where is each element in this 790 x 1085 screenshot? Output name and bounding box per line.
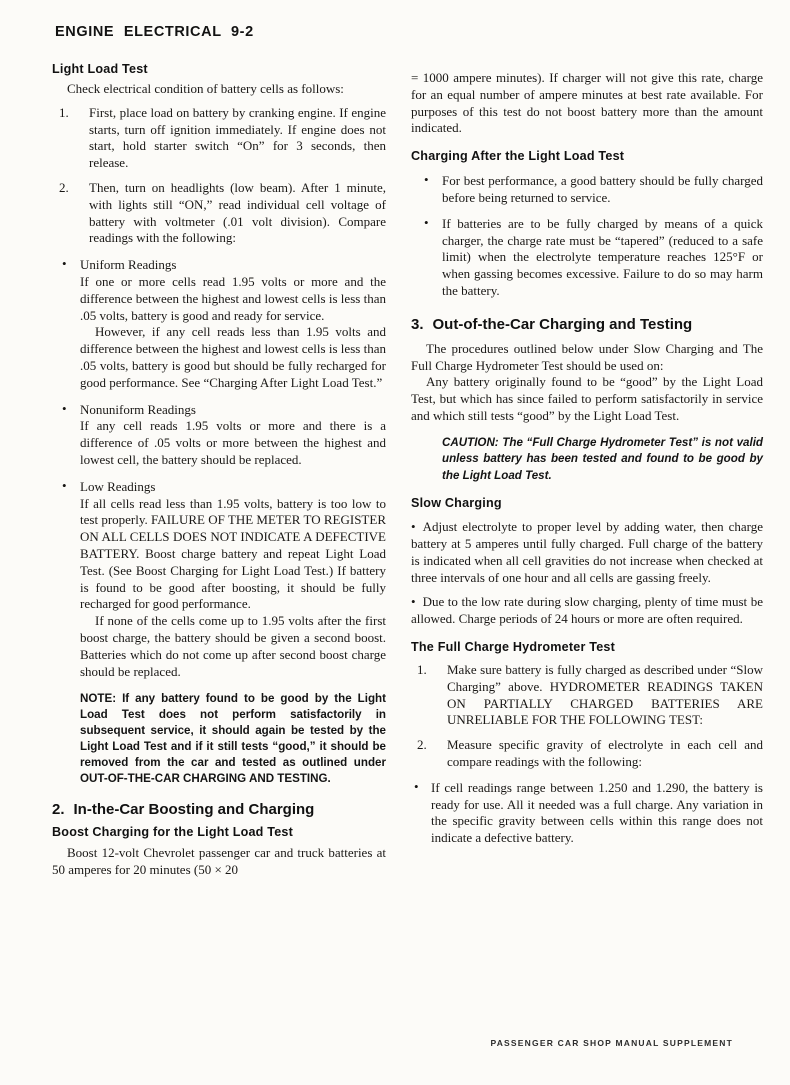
paragraph: Measure specific gravity of electrolyte in each cell and compare readings with the following: [447,737,763,770]
paragraph: Then, turn on headlights (low beam). After 1 minute, with lights still “ON,” read individual cell voltage of battery with voltmeter (.01 volt division). Compare readings with the following: [89,179,386,246]
note-block: NOTE: If any battery found to be good by the Light Load Test does not perform satisfactorily in subsequent service, it should again be tested by the Light Load Test and if it still tests “good,” it should be removed from the car and tested as outlined under OUT-OF-THE-CAR CHARGING AND TESTING. [80,692,386,786]
bullet-marker: • [411,594,416,610]
heading-in-the-car-boosting [52,801,386,819]
paragraph: If all cells read less than 1.95 volts, battery is too low to test properly. FAILURE OF THE METER TO REGISTER ON ALL CELLS DOES NOT INDICATE A DEFECTIVE BATTERY. Boost charge battery and repeat Light Load Test. (See Boost Charging for Light Load Test.) If battery is found to be good after boosting, it should be fully recharged for good performance. [80,495,386,612]
heading-full-charge-hydrometer-test: The Full Charge Hydrometer Test [411,640,616,655]
paragraph: If one or more cells read 1.95 volts or more and the difference between the highest and lowest cells is less than .05 volts, battery is good and ready for service. [80,273,386,323]
bullet-marker: • [411,519,416,535]
caution-block: CAUTION: The “Full Charge Hydrometer Test” is not valid unless battery has been tested and found to be good by the Light Load Test. [442,435,763,482]
heading-light-load-test: Light Load Test [52,62,148,76]
numbered-item-1 [411,662,763,729]
list-number: 2. [417,737,427,753]
paragraph: For best performance, a good battery should be fully charged before being returned to service. [442,173,763,205]
bullet-nonuniform-readings [52,402,386,469]
bullet-title: Uniform Readings [80,257,177,273]
section-number: 2. [52,801,65,819]
list-number: 1. [417,662,427,678]
bullet-item [411,780,763,847]
list-number: 2. [59,179,69,195]
heading-charging-after-test: Charging After the Light Load Test [411,149,625,164]
paragraph: Boost 12-volt Chevrolet passenger car and truck batteries at 50 amperes for 20 minutes (50 × 20 [52,845,386,878]
paragraph: If any cell reads 1.95 volts or more and there is a difference of .05 volts or more between the highest and lowest cell, the battery should be replaced. [80,418,386,467]
bullet-paragraph [411,519,763,586]
paragraph: Any battery originally found to be “good” by the Light Load Test, but which has since failed to perform satisfactorily in service and which still tests “good” by the Light Load Test. [411,374,763,423]
paragraph: If none of the cells come up to 1.95 volts after the first boost charge, the battery should be given a second boost. Batteries which do not come up after second boost charge should be replaced. [80,613,386,679]
bullet-title: Low Readings [80,478,156,494]
paragraph: Make sure battery is fully charged as described under “Slow Charging” above. HYDROMETER READINGS TAKEN ON PARTIALLY CHARGED BATTERIES ARE UNRELIABLE FOR THE FOLLOWING TEST: [447,662,763,728]
paragraph: However, if any cell reads less than 1.95 volts and difference between the highest and lowest cells is less than .05 volts, battery is good but should be fully recharged for good performance. See “Charging After Light Load Test.” [80,324,386,390]
bullet-marker: • [414,778,419,794]
bullet-marker: • [62,400,67,416]
left-column [52,62,386,879]
bullet-low-readings [52,479,386,681]
numbered-item-2 [411,737,763,771]
paragraph: First, place load on battery by cranking engine. If engine starts, turn off ignition immediately. If engine does not start, hold starter switch “On” for 3 seconds, then release. [89,104,386,171]
paragraph: Adjust electrolyte to proper level by adding water, then charge battery at 5 amperes until fully charged. Full charge of the battery is indicated when all cell gravities do not increase when checked at three intervals of one hour and all cells are gassing freely. [411,519,763,585]
page-footer: PASSENGER CAR SHOP MANUAL SUPPLEMENT [490,1038,733,1048]
paragraph-continuation: = 1000 ampere minutes). If charger will not give this rate, charge for an equal number of ampere minutes at best rate available. For purposes of this test do not boost battery more than the amount indicated. [411,70,763,136]
list-number: 1. [59,104,69,120]
heading-slow-charging: Slow Charging [411,496,502,511]
bullet-paragraph [411,594,763,628]
bullet-item [411,173,763,207]
section-number: 3. [411,315,424,333]
numbered-item-2 [52,180,386,247]
section-title: In-the-Car Boosting and Charging [73,801,315,819]
bullet-title: Nonuniform Readings [80,401,196,417]
numbered-item-1 [52,105,386,172]
bullet-marker: • [62,256,67,272]
bullet-marker: • [424,214,429,230]
right-column [411,70,763,847]
bullet-marker: • [62,477,67,493]
paragraph: Due to the low rate during slow charging, plenty of time must be allowed. Charge periods of 24 hours or more are often required. [411,594,763,627]
bullet-marker: • [424,172,429,188]
paragraph: The procedures outlined below under Slow Charging and The Full Charge Hydrometer Test should be used on: [411,340,763,373]
bullet-item [411,216,763,300]
heading-boost-charging: Boost Charging for the Light Load Test [52,825,294,840]
section-title: Out-of-the-Car Charging and Testing [432,315,693,333]
page-header: ENGINE ELECTRICAL 9-2 [55,24,254,40]
paragraph: If batteries are to be fully charged by means of a quick charger, the charge rate must be “tapered” (reduced to a safe limit) when the electrolyte temperature reaches 125°F or when gassing becomes excessive. Failure to do so may harm the battery. [442,215,763,298]
paragraph-intro: Check electrical condition of battery cells as follows: [67,81,344,96]
paragraph: If cell readings range between 1.250 and 1.290, the battery is ready for use. All it needed was a full charge. Any variation in the specific gravity between cells within this range does not indicate a defective battery. [431,779,763,846]
heading-out-of-car-charging [411,316,763,334]
bullet-uniform-readings [52,257,386,391]
